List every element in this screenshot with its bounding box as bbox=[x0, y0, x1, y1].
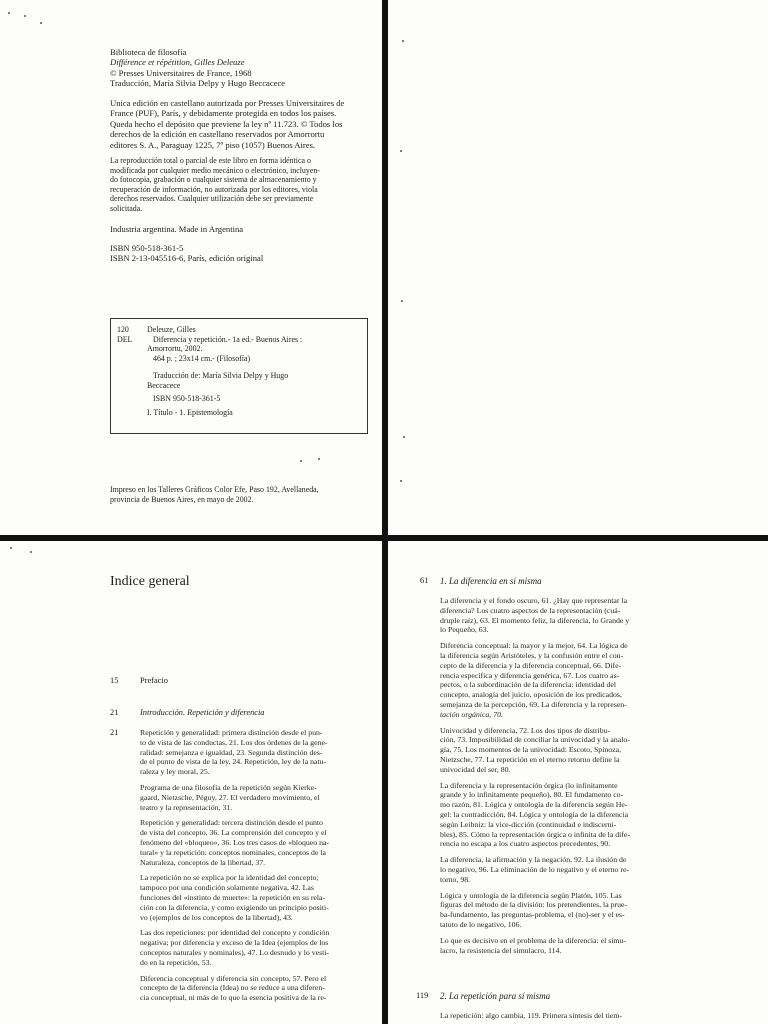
index-paragraph bbox=[440, 596, 758, 635]
text-line: concepto de la diferencia (Idea) no se reduce a una diferen- bbox=[140, 983, 325, 993]
rights-line: derechos reservados. Cualquier utilización debe ser previamente bbox=[110, 194, 314, 204]
text-line: pectos, o la subordinación de la diferencia: identidad del bbox=[440, 680, 617, 690]
series-line: Différence et répétition, Gilles Deleuze bbox=[110, 57, 245, 68]
edition-line: derechos de la edición en castellano reservados por Amorrortu bbox=[110, 129, 325, 140]
text-line: la diferencia según Aristóteles, y la confusión entre el con- bbox=[440, 650, 624, 660]
scan-speck bbox=[402, 40, 404, 42]
edition-line: editores S. A., Paraguay 1225, 7º piso (1057) Buenos Aires. bbox=[110, 139, 316, 150]
text-line: ba-fundamento, las preguntas-problema, el (no)-ser y el es- bbox=[440, 910, 625, 920]
catalog-entry bbox=[147, 325, 361, 418]
text-line: Diferencia conceptual: la mayor y la mejor, 64. La lógica de bbox=[440, 641, 628, 651]
printer-line: Impreso en los Talleres Gráficos Color Efe, Paso 192, Avellaneda, bbox=[110, 485, 319, 494]
rights-line: modificada por cualquier medio mecánico o electrónico, incluyen- bbox=[110, 165, 320, 175]
text-line: raleza y ley moral, 25. bbox=[140, 767, 210, 777]
text-line: tampoco por una condición solamente negativa, 42. Las bbox=[140, 883, 314, 893]
text-line: mo razón, 81. Lógica y ontología de la diferencia según He- bbox=[440, 800, 628, 810]
catalog-author: Deleuze, Gilles bbox=[147, 325, 196, 334]
text-line: vo (ejemplos de los conceptos de la libertad), 43. bbox=[140, 912, 293, 922]
call-number bbox=[117, 325, 132, 344]
index-paragraph bbox=[140, 873, 376, 922]
call-number-line: DEL bbox=[117, 334, 133, 344]
text-line: ción, 73. Imposibilidad de conciliar la univocidad y la analo- bbox=[440, 735, 630, 745]
index-paragraph bbox=[440, 641, 758, 719]
text-line: Las dos repeticiones: por identidad del concepto y condición bbox=[140, 928, 330, 938]
text-line: bles), 85. Cómo la representación órgica o infinita de la dife- bbox=[440, 829, 630, 839]
chapter-title: 1. La diferencia en sí misma bbox=[440, 576, 542, 586]
index-paragraph bbox=[440, 936, 758, 956]
text-line: conceptos naturales y nominales), 47. Lo desnudo y lo vesti- bbox=[140, 947, 330, 957]
text-line: univocidad del ser, 80. bbox=[440, 764, 511, 774]
text-line: lo negativo, 96. La eliminación de lo negativo y el eterno re- bbox=[440, 864, 630, 874]
index-paragraph bbox=[440, 855, 758, 884]
rights-notice bbox=[110, 156, 372, 214]
scan-speck bbox=[40, 22, 42, 24]
page-gutter-horizontal bbox=[0, 535, 768, 541]
text-line: diferencia? Los cuatro aspectos de la representación (cuá- bbox=[440, 605, 621, 615]
text-line: Programa de una filosofía de la repetición según Kierke- bbox=[140, 782, 317, 792]
index-right-page bbox=[388, 541, 768, 1024]
index-paragraphs bbox=[440, 596, 758, 961]
scan-speck bbox=[300, 460, 302, 462]
isbn-line: ISBN 950-518-361-5 bbox=[110, 243, 184, 253]
chapter-page-number: 119 bbox=[416, 991, 429, 1000]
text-line: ralidad: semejanza e igualdad, 23. Segunda distinción des- bbox=[140, 747, 323, 757]
toc-page-number: 21 bbox=[110, 708, 119, 717]
scan-speck bbox=[400, 150, 402, 152]
catalog-subjects: I. Título - 1. Epistemología bbox=[147, 408, 233, 418]
toc-page-number: 15 bbox=[110, 676, 119, 685]
rights-line: solicitada. bbox=[110, 203, 143, 213]
text-line: negativa; por diferencia y exceso de la Idea (ejemplos de los bbox=[140, 938, 329, 948]
text-line: La diferencia, la afirmación y la negación, 92. La ilusión de bbox=[440, 855, 627, 865]
series-info bbox=[110, 47, 370, 89]
text-line: to de vista de las conductas, 21. Los dos órdenes de la gene- bbox=[140, 737, 328, 747]
text-line: La repetición: algo cambia, 119. Primera síntesis del tiem- bbox=[440, 1011, 623, 1020]
edition-line: France (PUF), París, y debidamente protegida en todos los países. bbox=[110, 108, 337, 119]
text-line: La diferencia y el fondo oscuro, 61. ¿Hay que representar la bbox=[440, 596, 628, 605]
text-line: rencia específica y diferencia genérica, 67. Los cuatro as- bbox=[440, 670, 620, 680]
text-line: según Leibniz: la vice-dicción (continuidad e indiscerni- bbox=[440, 819, 617, 829]
text-line: Repetición y generalidad: primera distinción desde el pun- bbox=[140, 728, 323, 737]
edition-line: Unica edición en castellano autorizada por Presses Universitaires de bbox=[110, 98, 345, 108]
text-line: lo Pequeño, 63. bbox=[440, 625, 489, 635]
index-paragraph bbox=[140, 783, 376, 812]
scan-speck bbox=[8, 12, 10, 14]
text-line: druple raíz), 63. El momento feliz, la diferencia, lo Grande y bbox=[440, 615, 630, 625]
text-line: tatuto de lo negativo, 106. bbox=[440, 919, 522, 929]
scan-speck bbox=[318, 458, 320, 460]
text-line: Repetición y generalidad: tercera distinción desde el punto bbox=[140, 818, 323, 828]
text-line: tural» y la repetición: conceptos nominales, conceptos de la bbox=[140, 847, 326, 857]
index-paragraph bbox=[440, 726, 758, 775]
index-left-page bbox=[0, 541, 382, 1024]
isbn-line: ISBN 2-13-045516-6, París, edición original bbox=[110, 253, 264, 264]
scan-speck bbox=[24, 15, 26, 17]
text-line: semejanza de la percepción, 69. La diferencia y la represen- bbox=[440, 699, 627, 709]
chapter-title: 2. La repetición para sí misma bbox=[440, 991, 551, 1001]
text-line: tación orgánica, 70. bbox=[440, 709, 503, 719]
catalog-entry-line: Amorrortu, 2002. bbox=[147, 344, 203, 354]
toc-entry-label: Introducción. Repetición y diferencia bbox=[140, 708, 265, 717]
text-line: grande y lo infinitamente pequeño), 80. El fundamento co- bbox=[440, 790, 624, 800]
scan-speck bbox=[403, 436, 405, 438]
scan-speck bbox=[30, 551, 32, 553]
toc-entry-label: Prefacio bbox=[140, 676, 168, 685]
toc-entry-prefacio bbox=[110, 676, 118, 686]
text-line: torno, 98. bbox=[440, 874, 471, 884]
text-line: Nietzsche, 77. La repetición en el eterno retorno define la bbox=[440, 754, 620, 764]
edition-notice bbox=[110, 98, 372, 150]
text-line: funciones del «instinto de muerte»: la repetición en su rela- bbox=[140, 892, 326, 902]
rights-line: recuperación de información, no autorizada por los editores, viola bbox=[110, 184, 318, 194]
text-line: Diferencia conceptual y diferencia sin concepto, 57. Pero el bbox=[140, 973, 327, 983]
toc-page-number: 21 bbox=[110, 728, 119, 737]
copyright-page bbox=[0, 0, 382, 535]
text-line: Univocidad y diferencia, 72. Los dos tipos de distribu- bbox=[440, 725, 611, 735]
text-line: fenómeno del «bloqueo», 36. Los tres casos de «bloqueo na- bbox=[140, 837, 330, 847]
rights-line: La reproducción total o parcial de este libro en forma idéntica o bbox=[110, 156, 311, 165]
scan-speck bbox=[401, 300, 403, 302]
text-line: gía, 75. Los momentos de la univocidad: Escoto, Spinoza, bbox=[440, 745, 622, 755]
catalog-isbn: ISBN 950-518-361-5 bbox=[153, 393, 221, 403]
series-line: Traducción, María Silvia Delpy y Hugo Beccacece bbox=[110, 78, 286, 89]
made-in: Industria argentina. Made in Argentina bbox=[110, 224, 244, 234]
text-line: ción con la diferencia, y como exigiendo un principio positi- bbox=[140, 902, 329, 912]
text-line: Lógica y ontología de la diferencia según Platón, 105. Las bbox=[440, 890, 622, 900]
scan-speck bbox=[10, 547, 12, 549]
index-paragraph bbox=[440, 781, 758, 850]
isbn-block bbox=[110, 243, 372, 264]
text-line: lacro, la resistencia del simulacro, 114. bbox=[440, 945, 562, 955]
blank-page bbox=[388, 0, 768, 535]
index-paragraph bbox=[440, 891, 758, 930]
call-number-line: 120 bbox=[117, 325, 129, 334]
text-line: gaard, Nietzsche, Péguy, 27. El verdadero movimiento, el bbox=[140, 792, 320, 802]
catalog-entry-line: 464 p. ; 23x14 cm.- (Filosofía) bbox=[153, 353, 251, 363]
printer-notice bbox=[110, 485, 376, 504]
index-paragraph bbox=[140, 818, 376, 867]
series-line: Biblioteca de filosofía bbox=[110, 47, 187, 57]
scan-speck bbox=[400, 480, 402, 482]
text-line: figuras del método de la división: los pretendientes, la prue- bbox=[440, 900, 628, 910]
catalog-translation-line: Beccacece bbox=[147, 380, 181, 390]
index-paragraphs bbox=[140, 728, 376, 1009]
catalog-card bbox=[110, 318, 368, 434]
text-line: teatro y la representación, 31. bbox=[140, 802, 233, 812]
text-line: La diferencia y la representación órgica (lo infinitamente bbox=[440, 780, 618, 790]
index-paragraph bbox=[140, 928, 376, 967]
chapter-page-number: 61 bbox=[420, 576, 429, 585]
index-title: Indice general bbox=[110, 574, 190, 589]
index-paragraph bbox=[140, 728, 376, 777]
series-line: © Presses Universitaires de France, 1968 bbox=[110, 67, 252, 78]
text-line: de el punto de vista de la ley, 24. Repetición, ley de la natu- bbox=[140, 757, 327, 767]
text-line: do en la repetición, 53. bbox=[140, 957, 212, 967]
text-line: concepto, analogía del juicio, oposición de los predicados, bbox=[440, 690, 622, 700]
catalog-translation-line: Traducción de: María Silvia Delpy y Hugo bbox=[153, 371, 289, 381]
text-line: La repetición no se explica por la identidad del concepto; bbox=[140, 873, 319, 883]
rights-line: do fotocopia, grabación o cualquier sistema de almacenamiento y bbox=[110, 175, 317, 185]
text-line: rencia no escapa a los cuatro aspectos precedentes, 90. bbox=[440, 839, 611, 849]
text-line: Naturaleza, conceptos de la libertad, 37. bbox=[140, 857, 266, 867]
catalog-entry-line: Diferencia y repetición.- 1a ed.- Buenos Aires : bbox=[153, 334, 303, 344]
index-paragraph bbox=[140, 974, 376, 1003]
text-line: Lo que es decisivo en el problema de la diferencia: el simu- bbox=[440, 935, 626, 945]
text-line: cia conceptual, ni más de lo que la esencia positiva de la re- bbox=[140, 993, 327, 1003]
text-line: de vista del concepto, 36. La comprensión del concepto y el bbox=[140, 828, 327, 838]
page-gutter-vertical bbox=[382, 0, 388, 1024]
text-line: gel: la contradicción, 84. Lógica y ontología de la diferencia bbox=[440, 809, 629, 819]
printer-line: provincia de Buenos Aires, en mayo de 2002. bbox=[110, 494, 254, 504]
edition-line: Queda hecho el depósito que previene la ley nº 11.723. © Todos los bbox=[110, 118, 343, 129]
text-line: cepto de la diferencia y la diferencia conceptual, 66. Dife- bbox=[440, 660, 622, 670]
